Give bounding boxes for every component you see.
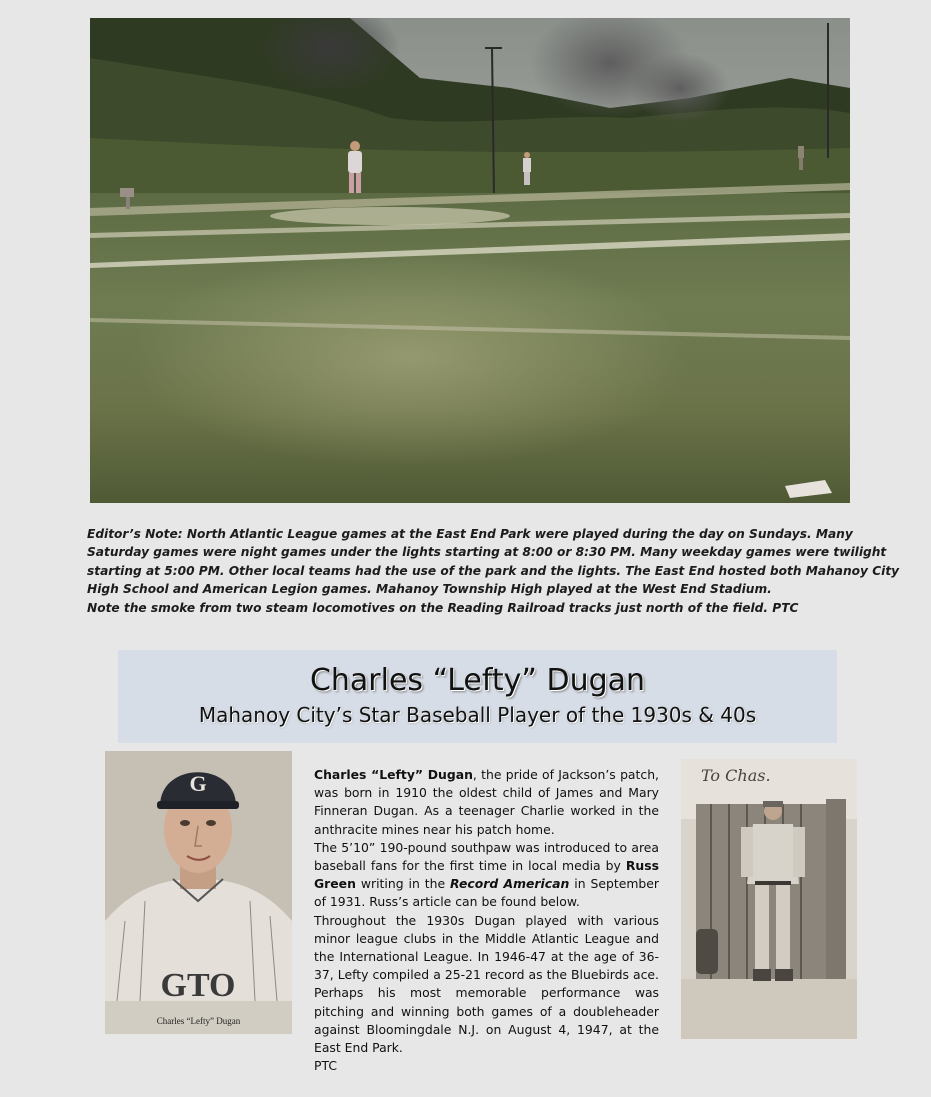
page-subtitle: Mahanoy City’s Star Baseball Player of the 1930s & 40s [198,703,757,727]
bio-signoff: PTC [314,1058,337,1074]
portrait-illustration [105,751,292,1034]
standing-player-photo [681,759,857,1039]
portrait-photo [105,751,292,1034]
jersey-lettering: GTO [160,967,236,1004]
bio-paragraph: The 5’10” 190-pound southpaw was introduced to area baseball fans for the first time in local media by Russ Green writing in the Record American in September of 1931. Russ’s article can be found below. [314,839,659,910]
editor-note [87,525,900,617]
editor-note-line: Editor’s Note: North Atlantic League games at the East End Park were played during the day on Sundays. Many [87,527,853,541]
title-banner [118,650,837,743]
bio-newspaper-name: Record American [450,876,570,892]
standing-player-illustration [681,759,857,1039]
bio-subject-name: Charles “Lefty” Dugan [314,767,473,782]
editor-note-line: Saturday games were night games under the lights starting at 8:00 or 8:30 PM. Many weekday games were twilight [87,545,887,560]
ballfield-illustration [90,18,850,503]
portrait-caption: Charles “Lefty” Dugan [156,1016,241,1026]
bio-writer-name: Russ Green [314,858,659,892]
photo-inscription: To Chas. [701,766,771,785]
editor-note-line: High School and American Legion games. Mahanoy Township High played at the West End Stadium. [87,582,772,597]
cap-letter: G [189,771,207,796]
editor-note-line: Note the smoke from two steam locomotives on the Reading Railroad tracks just north of the field. PTC [87,600,799,615]
editor-note-line: starting at 5:00 PM. Other local teams had the use of the park and the lights. The East End hosted both Mahanoy City [87,563,900,578]
bio-paragraph: Throughout the 1930s Dugan played with various minor league clubs in the Middle Atlantic League and the International League. In 1946-47 at the age of 36-37, Lefty compiled a 25-21 record as the Bluebirds ace. Perhaps his most memorable performance was pitching and winning both games of a doubleheader against Bloomingdale N.J. on August 4, 1947, at the East End Park. [314,912,659,1056]
biography-text [314,766,659,1075]
ballfield-photo [90,18,850,503]
bio-paragraph: Charles “Lefty” Dugan, the pride of Jackson’s patch, was born in 1910 the oldest child of James and Mary Finneran Dugan. As a teenager Charlie worked in the anthracite mines near his patch home. [314,767,659,837]
page-title: Charles “Lefty” Dugan [309,663,646,698]
